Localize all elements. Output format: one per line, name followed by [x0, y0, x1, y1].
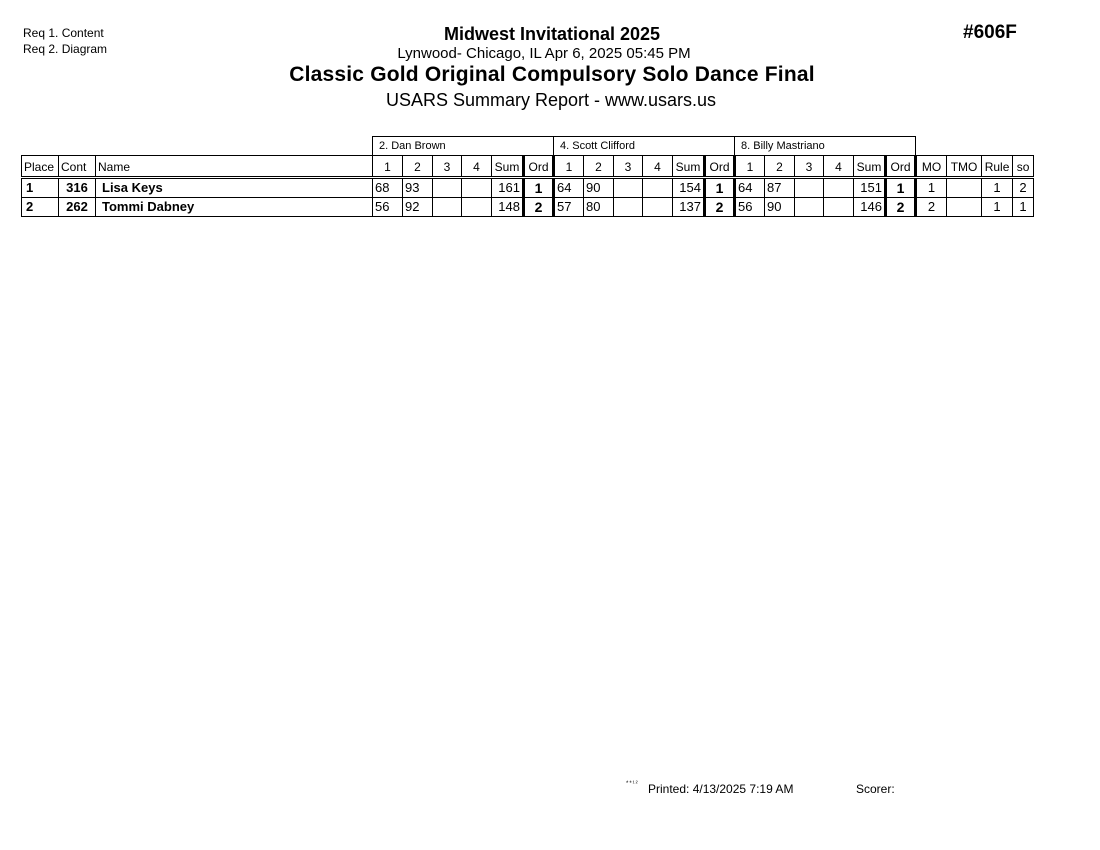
score-cell: [614, 178, 643, 198]
ord-cell: 2: [524, 198, 554, 217]
sum-cell: 148: [492, 198, 524, 217]
ord-cell: 1: [705, 178, 735, 198]
mo-cell: 1: [916, 178, 947, 198]
so-cell: 1: [1013, 198, 1034, 217]
ord-cell: 2: [886, 198, 916, 217]
col-j3-1: 1: [735, 156, 765, 178]
col-cont: Cont: [59, 156, 96, 178]
sum-cell: 146: [854, 198, 886, 217]
col-j2-3: 3: [614, 156, 643, 178]
score-cell: 92: [403, 198, 433, 217]
judges-row: [22, 137, 1034, 156]
col-j2-4: 4: [643, 156, 673, 178]
score-cell: [824, 178, 854, 198]
report-title: USARS Summary Report - www.usars.us: [385, 90, 717, 110]
col-j3-sum: Sum: [854, 156, 886, 178]
sum-cell: 137: [673, 198, 705, 217]
col-name: Name: [96, 156, 373, 178]
so-cell: 2: [1013, 178, 1034, 198]
results-table: [21, 136, 1034, 217]
cont-cell: 316: [59, 178, 96, 198]
rule-cell: 1: [982, 198, 1013, 217]
column-header-row: [22, 156, 1034, 178]
col-j1-4: 4: [462, 156, 492, 178]
footer-mark: **¹²: [626, 781, 639, 787]
cont-cell: 262: [59, 198, 96, 217]
tmo-cell: [947, 178, 982, 198]
col-j1-1: 1: [373, 156, 403, 178]
score-cell: 80: [584, 198, 614, 217]
col-j3-3: 3: [795, 156, 824, 178]
score-cell: 64: [554, 178, 584, 198]
sum-cell: 154: [673, 178, 705, 198]
col-tmo: TMO: [947, 156, 982, 178]
score-cell: 87: [765, 178, 795, 198]
judge-3-name: 8. Billy Mastriano: [735, 137, 916, 156]
competition-title: Classic Gold Original Compulsory Solo Dance Final: [289, 63, 815, 86]
event-id: #606F: [963, 22, 1017, 43]
sum-cell: 161: [492, 178, 524, 198]
col-j1-ord: Ord: [524, 156, 554, 178]
place-cell: 2: [22, 198, 59, 217]
col-mo: MO: [916, 156, 947, 178]
col-j2-2: 2: [584, 156, 614, 178]
score-cell: 68: [373, 178, 403, 198]
score-cell: [614, 198, 643, 217]
score-cell: 90: [584, 178, 614, 198]
col-rule: Rule: [982, 156, 1013, 178]
judge-2-name: 4. Scott Clifford: [554, 137, 735, 156]
col-j3-2: 2: [765, 156, 795, 178]
score-cell: [462, 198, 492, 217]
judge-1-name: 2. Dan Brown: [373, 137, 554, 156]
tmo-cell: [947, 198, 982, 217]
scorer-label: Scorer:: [856, 782, 895, 796]
requirement-diagram: Req 2. Diagram: [23, 42, 108, 56]
col-place: Place: [22, 156, 59, 178]
col-j1-2: 2: [403, 156, 433, 178]
score-cell: 56: [373, 198, 403, 217]
place-cell: 1: [22, 178, 59, 198]
score-cell: [433, 198, 462, 217]
mo-cell: 2: [916, 198, 947, 217]
table-row: [22, 178, 1034, 198]
score-cell: [462, 178, 492, 198]
score-cell: 56: [735, 198, 765, 217]
event-name: Midwest Invitational 2025: [443, 24, 661, 44]
score-cell: 93: [403, 178, 433, 198]
printed-timestamp: Printed: 4/13/2025 7:19 AM: [648, 782, 794, 796]
col-j2-ord: Ord: [705, 156, 735, 178]
col-j2-1: 1: [554, 156, 584, 178]
score-cell: [795, 198, 824, 217]
score-cell: [795, 178, 824, 198]
ord-cell: 2: [705, 198, 735, 217]
rule-cell: 1: [982, 178, 1013, 198]
col-j2-sum: Sum: [673, 156, 705, 178]
ord-cell: 1: [524, 178, 554, 198]
score-cell: [433, 178, 462, 198]
skater-name: Tommi Dabney: [96, 198, 373, 217]
score-cell: 90: [765, 198, 795, 217]
score-cell: [643, 198, 673, 217]
col-j1-3: 3: [433, 156, 462, 178]
col-j3-4: 4: [824, 156, 854, 178]
col-j3-ord: Ord: [886, 156, 916, 178]
table-row: [22, 198, 1034, 217]
col-so: so: [1013, 156, 1034, 178]
requirement-content: Req 1. Content: [23, 26, 104, 40]
ord-cell: 1: [886, 178, 916, 198]
col-j1-sum: Sum: [492, 156, 524, 178]
score-cell: [643, 178, 673, 198]
sum-cell: 151: [854, 178, 886, 198]
event-location-date: Lynwood- Chicago, IL Apr 6, 2025 05:45 PM: [397, 45, 691, 62]
score-cell: 57: [554, 198, 584, 217]
skater-name: Lisa Keys: [96, 178, 373, 198]
score-cell: 64: [735, 178, 765, 198]
score-cell: [824, 198, 854, 217]
